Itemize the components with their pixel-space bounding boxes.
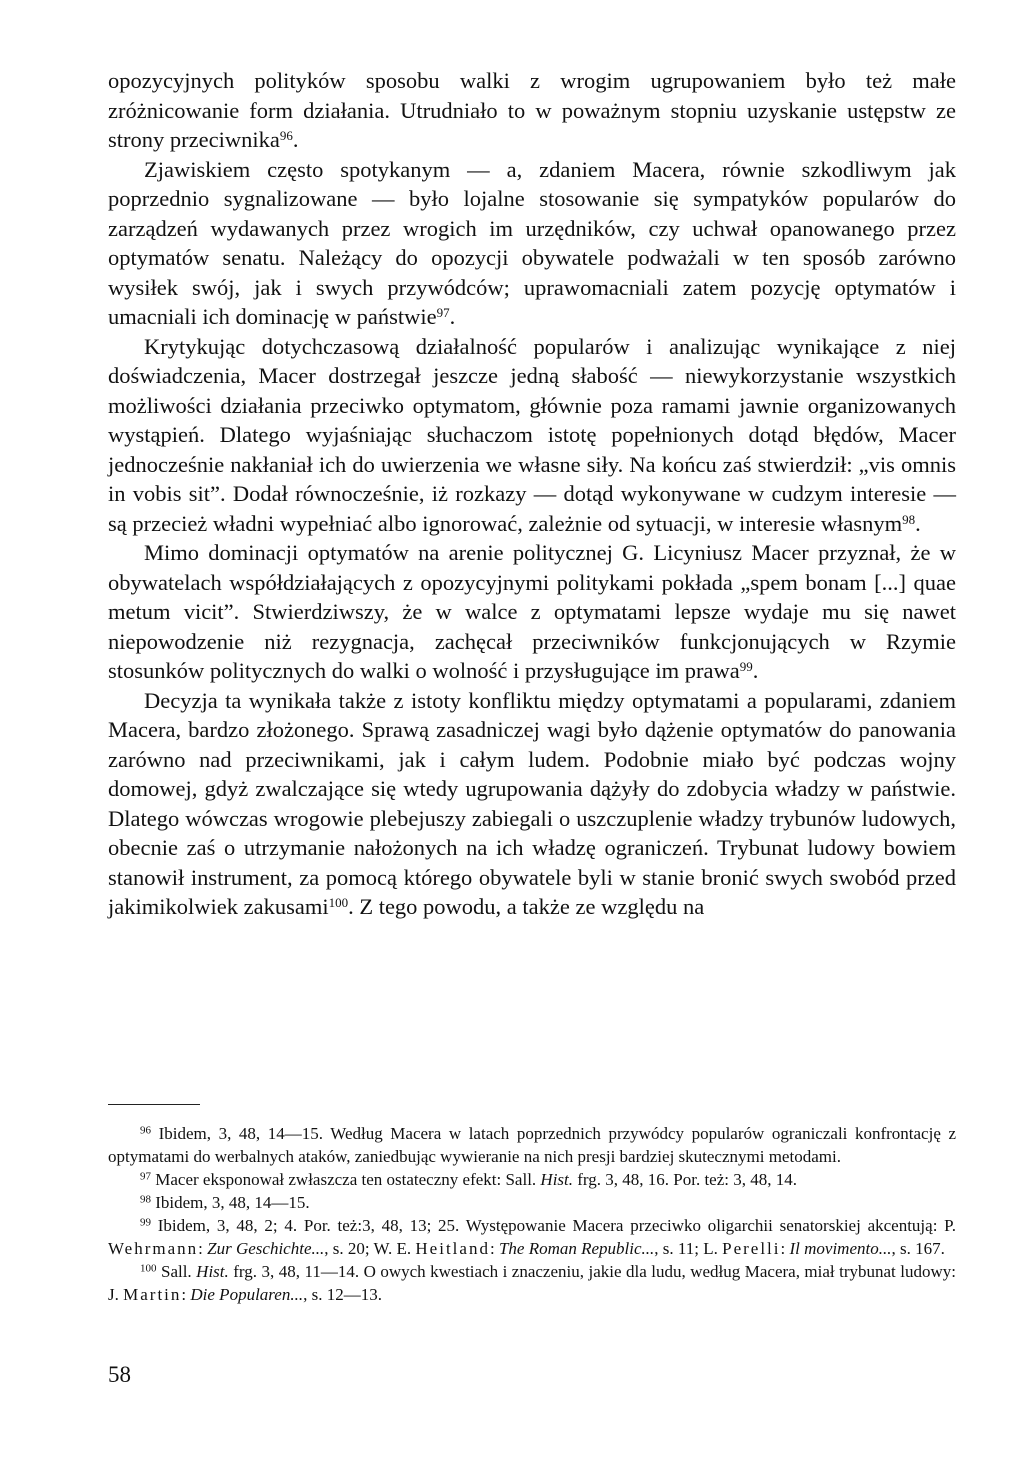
- page-number: 58: [108, 1362, 131, 1387]
- footnote-number: 98: [140, 1193, 151, 1206]
- footnote-number: 99: [140, 1216, 151, 1229]
- footnote-number: 97: [140, 1170, 151, 1183]
- footnote-number: 100: [140, 1262, 157, 1275]
- paragraph-4: Mimo dominacji optymatów na arenie politycznej G. Licyniusz Macer przyznał, że w obywatelach współdziałających z opozycyjnymi politykami pokłada „spem bonam [...] quae metum vicit”. Stwierdziwszy, że w walce z optymatami lepsze wydaje mu się nawet niepowodzenie niż rezygnacja, zachęcał przeciwników funkcjonujących w Rzymie stosunków politycznych do walki o wolność i przysługujące im prawa$^{99}$.: [108, 540, 956, 683]
- paragraph-1: opozycyjnych polityków sposobu walki z wrogim ugrupowaniem było też małe zróżnicowanie form działania. Utrudniało to w poważnym stopniu uzyskanie ustępstw ze strony przeciwnika$^{96}$.: [108, 68, 956, 152]
- footnote-97: $^{97}$ Macer eksponował zwłaszcza ten ostateczny efekt: Sall. Hist. frg. 3, 48, 16. Por. też: 3, 48, 14.: [140, 1170, 797, 1189]
- footnote-98: $^{98}$ Ibidem, 3, 48, 14—15.: [140, 1193, 310, 1212]
- footnote-divider: [108, 1104, 200, 1105]
- footnotes: [108, 1122, 956, 1306]
- footnote-ref-97[interactable]: 97: [436, 304, 450, 320]
- footnote-99: $^{99}$ Ibidem, 3, 48, 2; 4. Por. też:3, 48, 13; 25. Występowanie Macera przeciwko oligarchii senatorskiej akcentują: P. Wehrmann: Zur Geschichte..., s. 20; W. E. Heitland: The Roman Republic..., s. 11; L. Perelli: Il movimento..., s. 167.: [108, 1216, 956, 1258]
- footnote-number: 96: [140, 1124, 151, 1137]
- body-text: [108, 66, 956, 922]
- footnote-96: $^{96}$ Ibidem, 3, 48, 14—15. Według Macera w latach poprzednich przywódcy popularów ograniczali konfrontację z optymatami do werbalnych ataków, zaniedbując wywieranie na nich presji bardziej skutecznymi metodami.: [108, 1124, 957, 1166]
- footnote-ref-96[interactable]: 96: [279, 127, 293, 143]
- paragraph-5: Decyzja ta wynikała także z istoty konfliktu między optymatami a popularami, zdaniem Macera, bardzo złożonego. Sprawą zasadniczej wagi było dążenie optymatów do panowania zarówno nad przeciwnikami, jak i całym ludem. Podobnie miało być podczas wojny domowej, gdyż zwalczające się wtedy ugrupowania dążyły do zdobycia władzy w państwie. Dlatego wówczas wrogowie plebejuszy zabiegali o uszczuplenie władzy trybunów ludowych, obecnie zaś o utrzymanie nałożonych na ich władzę ograniczeń. Trybunat ludowy bowiem stanowił instrument, za pomocą którego obywatele byli w stanie bronić swych swobód przed jakimikolwiek zakusami$^{100}$. Z tego powodu, a także ze względu na: [108, 687, 956, 919]
- footnote-ref-98[interactable]: 98: [902, 511, 916, 527]
- paragraph-2: Zjawiskiem często spotykanym — a, zdaniem Macera, równie szkodliwym jak poprzednio sygnalizowane — było lojalne stosowanie się sympatyków popularów do zarządzeń wydawanych przez wrogich im urzędników, czy uchwał opanowanego przez optymatów senatu. Należący do opozycji obywatele podważali w ten sposób zarówno wysiłek swój, jak i swych przywódców; uprawomacniali zatem pozycję optymatów i umacniali ich dominację w państwie$^{97}$.: [108, 156, 956, 329]
- book-page: [108, 66, 957, 1387]
- footnote-ref-99[interactable]: 99: [739, 658, 753, 674]
- footnote-ref-100[interactable]: 100: [328, 894, 349, 910]
- paragraph-3: Krytykując dotychczasową działalność popularów i analizując wynikające z niej doświadczenia, Macer dostrzegał jeszcze jedną słabość — niewykorzystanie wszystkich możliwości działania przeciwko optymatom, głównie poza ramami jawnie organizowanych wystąpień. Dlatego wyjaśniając słuchaczom istotę popełnionych dotąd błędów, Macer jednocześnie nakłaniał ich do uwierzenia we własne siły. Na końcu zaś stwierdził: „vis omnis in vobis sit”. Dodał równocześnie, iż rozkazy — dotąd wykonywane w cudzym interesie — są przecież władni wypełniać albo ignorować, zależnie od sytuacji, w interesie własnym$^{98}$.: [108, 333, 956, 536]
- footnote-100: $^{100}$ Sall. Hist. frg. 3, 48, 11—14. O owych kwestiach i znaczeniu, jakie dla ludu, według Macera, miał trybunat ludowy: J. Martin: Die Popularen..., s. 12—13.: [108, 1262, 956, 1304]
